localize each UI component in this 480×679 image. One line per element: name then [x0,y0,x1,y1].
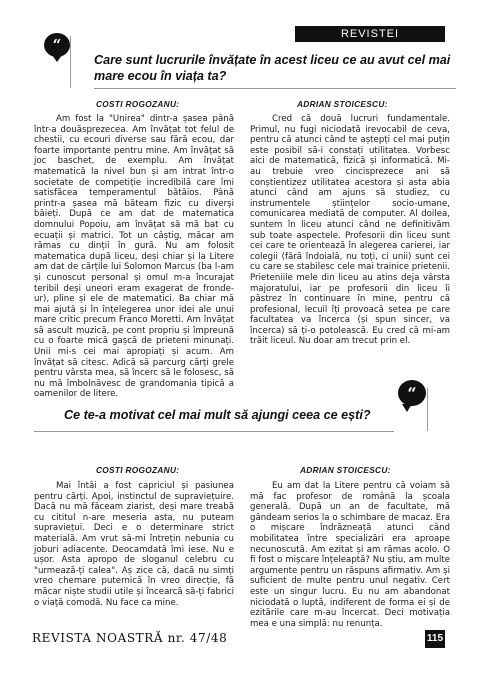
quote-bubble-icon: “ [44,33,70,57]
answer-text: Mai întâi a fost capriciul și pasiunea pentru cărți. Apoi, instinctul de supraviețuire. Dacă nu mă făceam ziarist, deși mare treabă cu cititul n-are meseria asta, nu puteam supraviețui. Deci e o determinare strict materială. Am vrut să-mi întrețin nebunia cu joburi adiacente. Deocamdată îmi iese. Nu e ușor. Asta apropo de sloganul celebru cu "urmează-ți calea". Aș zice că, dacă nu simți vreo chemare puternică în vreo direcție, fă măcar niște studii utile și încearcă să-ți fabrici o viață comodă. Nu face ca mine. [34,481,234,608]
magazine-title: REVISTA NOASTRĂ nr. 47/48 [32,631,228,645]
author-name: ADRIAN STOICESCU: [300,465,391,475]
answer-text: Eu am dat la Litere pentru că voiam să mă fac profesor de română la școala generală. După un an de facultate, mă gândeam serios la o schimbare de macaz. Era o mișcare îndrăzneață atunci când mobilitatea între specializări era aproape necunoscută. Am ezitat și am rămas acolo. O fi fost o mișcare înțeleaptă? Nu știu, am multe argumente pentru un răspuns afirmativ. Am și suficient de multe pentru unul negativ. Cert este un singur lucru. Eu nu am abandonat niciodată o luptă, indiferent de forma ei și de ezitările care m-au încercat. Deci motivația mea e una simplă: nu renunța. [250,481,450,629]
section-banner: REVISTEI [295,26,445,42]
author-name: COSTI ROGOZANU: [96,99,180,109]
author-name: COSTI ROGOZANU: [96,465,180,475]
question-heading: Ce te-a motivat cel mai mult să ajungi ceea ce ești? [64,408,371,422]
divider [34,431,394,432]
answer-text: Am fost la "Unirea" dintr-a șasea până într-a douăsprezecea. Am învățat tot felul de chestii, cu ecouri diverse sau fără ecou, dar foarte importante pentru mine. Am învățat să joc baschet, de exemplu. Am învățat matematică la nivel bun și am intrat într-o societate de competiție incredibilă care îmi satisfăcea temperamentul bătăios. Până printr-a șasea mă băteam fizic cu diverși băieți. După ce am dat de matematica domnului Popoiu, am învățat să mă bat cu ecuații și matrici. Tot un câștig, măcar am rămas cu dinții în gură. Nu am folosit matematica după liceu, deși chiar și la Litere am dat de cărțile lui Solomon Marcus (ba l-am și cunoscut personal și omul m-a încurajat teribil deși uneori eram exagerat de frondeur), pline și ele de matematici. Ba chiar mă mai ajută și în înțelegerea unor idei ale unui mare critic precum Franco Moretti. Am învățat să ascult muzică, pe cont propriu și împreună cu o foarte mică gașcă de prieteni minunați. Unii mi-s cei mai apropiați și acum. Am învățat să citesc. Adică să parcurg cărți grele pentru vârsta mea, să încerc să le folosesc, să nu mă îmbolnăvesc de grandomania tipică a oamenilor de litere. [34,114,234,400]
divider [94,88,456,89]
divider-vertical [427,388,428,431]
answer-text: Cred că două lucruri fundamentale. Primul, nu fugi niciodată irevocabil de ceva, pentru că atunci când te aștepți cel mai puțin este posibil să-i constați utilitatea. Vorbesc aici de matematică, fizică și informatică. Mi-au trebuie vreo cincisprezece ani să conștientizez utilitatea acestora și asta abia atunci când am ajuns să studiez, cu instrumentele științelor socio-umane, comunicarea mediată de computer. Al doilea, suntem în liceu atunci când ne definitivăm sub toate aspectele. Profesorii din liceu sunt cei care te orientează în alegerea carierei, iar colegii (fără îndoială, nu toți, ci unii) sunt cei cu care se stabilesc cele mai trainice prietenii. Prieteniile mele din liceu au atins deja vârsta majoratului, iar pe profesorii din liceu îi păstrez în continuare în mine, pentru că profesional, lecuil îți provoacă setea pe care facultatea va încerca (și spun sincer, va încerca) să ți-o potolească. Eu cred că mi-am trăit liceul. Nu doar am trecut prin el. [250,114,450,347]
page-number: 115 [425,630,445,648]
quote-bubble-icon: “ [398,380,426,406]
divider-vertical [70,36,71,88]
bubble-tail-icon [52,55,62,62]
question-heading: Care sunt lucrurile învățate în acest liceu ce au avut cel mai mare ecou în viața ta? [94,53,451,83]
author-name: ADRIAN STOICESCU: [297,99,388,109]
